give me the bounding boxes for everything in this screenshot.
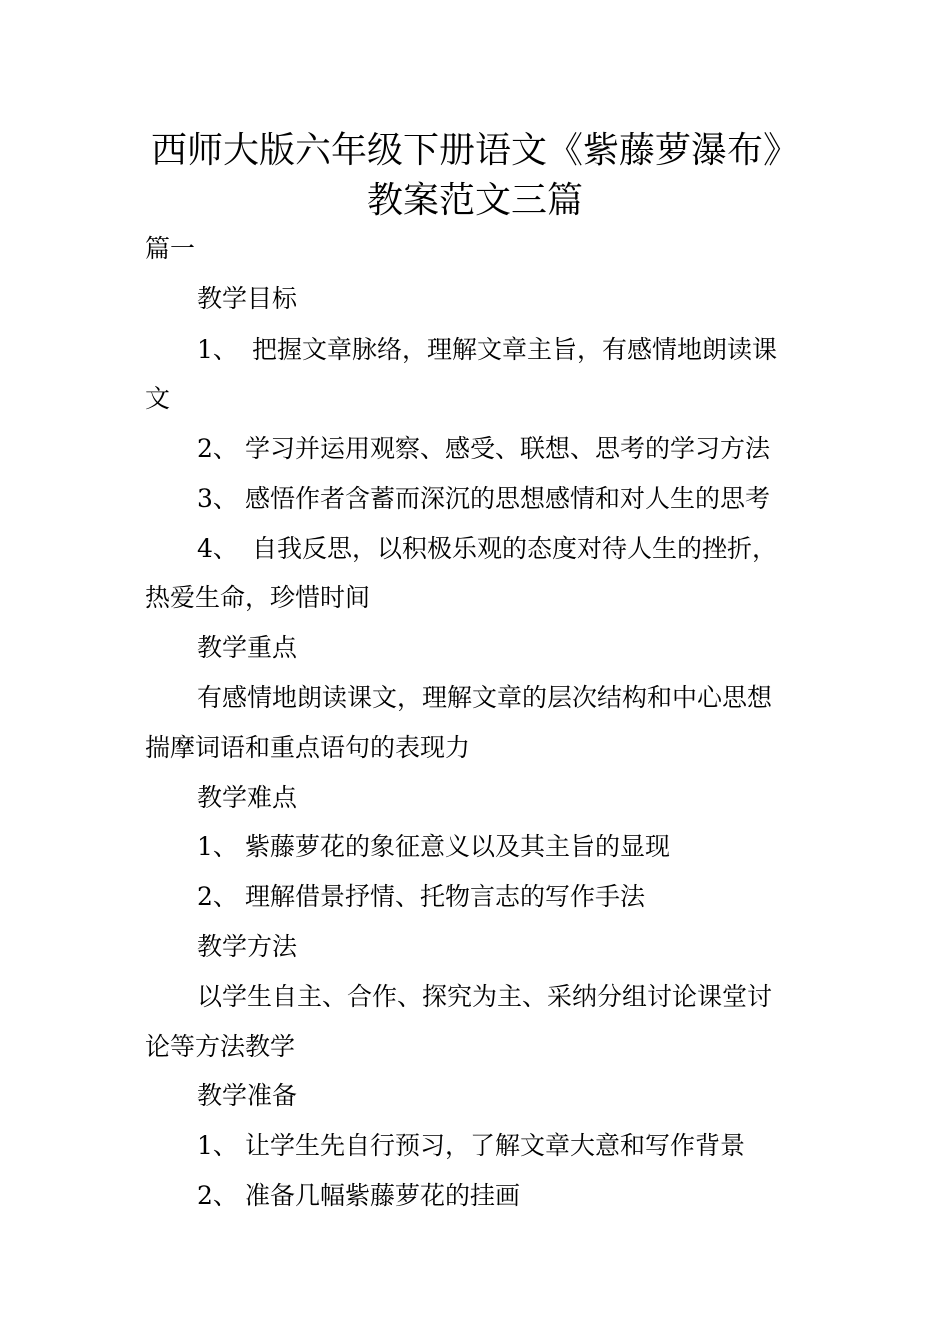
difficulty-item-1 xyxy=(197,830,670,864)
list-text: 准备几幅紫藤萝花的挂画 xyxy=(245,1181,521,1210)
heading-preparation: 教学准备 xyxy=(197,1081,298,1110)
list-text: 理解借景抒情、托物言志的写作手法 xyxy=(245,882,646,911)
list-text: 自我反思，以积极乐观的态度对待人生的挫折， xyxy=(252,534,778,563)
methods-paragraph-line-2: 论等方法教学 xyxy=(145,1032,296,1061)
list-text: 紫藤萝花的象征意义以及其主旨的显现 xyxy=(245,832,671,861)
key-points-paragraph-line-2: 揣摩词语和重点语句的表现力 xyxy=(145,733,471,762)
heading-teaching-objectives: 教学目标 xyxy=(197,284,298,313)
objective-item-1-continuation: 文 xyxy=(145,384,171,413)
preparation-item-2 xyxy=(197,1179,520,1213)
list-number: 2、 xyxy=(197,882,238,911)
list-number: 3、 xyxy=(197,484,238,513)
list-number: 1、 xyxy=(197,832,238,861)
heading-teaching-methods: 教学方法 xyxy=(197,932,298,961)
heading-difficulties: 教学难点 xyxy=(197,783,298,812)
methods-paragraph-line-1: 以学生自主、合作、探究为主、采纳分组讨论课堂讨 xyxy=(197,982,773,1011)
objective-item-3 xyxy=(197,482,770,516)
document-title-line-1: 西师大版六年级下册语文《紫藤萝瀑布》 xyxy=(150,130,799,171)
list-number: 2、 xyxy=(197,434,238,463)
key-points-paragraph-line-1: 有感情地朗读课文，理解文章的层次结构和中心思想 xyxy=(197,683,773,712)
list-text: 感悟作者含蓄而深沉的思想感情和对人生的思考 xyxy=(245,484,771,513)
objective-item-1 xyxy=(197,333,777,367)
document-title-line-2: 教案范文三篇 xyxy=(366,180,583,221)
objective-item-4 xyxy=(197,532,777,566)
section-label: 篇一 xyxy=(145,234,196,263)
objective-item-2 xyxy=(197,432,770,466)
list-number: 1、 xyxy=(197,1131,238,1160)
list-text: 学习并运用观察、感受、联想、思考的学习方法 xyxy=(245,434,771,463)
list-text: 让学生先自行预习，了解文章大意和写作背景 xyxy=(245,1131,746,1160)
preparation-item-1 xyxy=(197,1129,745,1163)
list-number: 4、 xyxy=(197,534,238,563)
list-text: 把握文章脉络，理解文章主旨，有感情地朗读课 xyxy=(252,335,778,364)
heading-key-points: 教学重点 xyxy=(197,633,298,662)
difficulty-item-2 xyxy=(197,880,645,914)
objective-item-4-continuation: 热爱生命，珍惜时间 xyxy=(145,583,371,612)
list-number: 2、 xyxy=(197,1181,238,1210)
list-number: 1、 xyxy=(197,335,238,364)
